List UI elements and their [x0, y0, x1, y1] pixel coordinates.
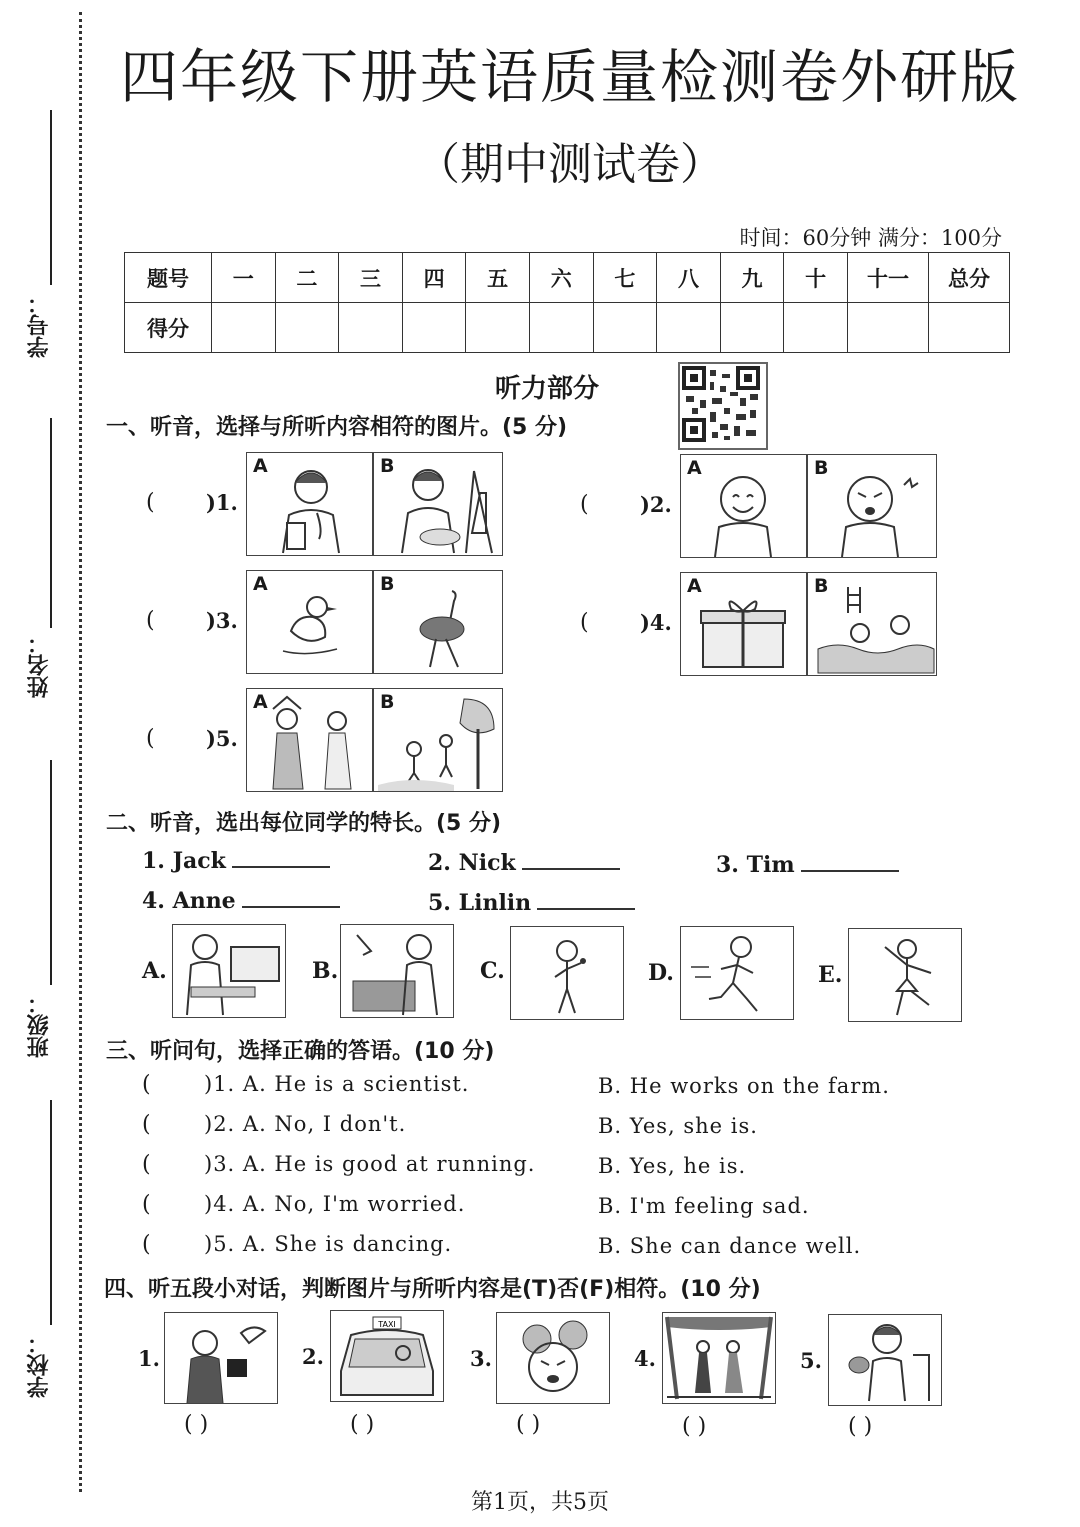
- score-row-label: 得分: [125, 303, 212, 353]
- option-picture-b[interactable]: [373, 688, 503, 792]
- option-b-text: B. Yes, she is.: [598, 1114, 758, 1138]
- qr-code-icon[interactable]: [678, 362, 768, 450]
- section4-title: 四、听五段小对话，判断图片与所听内容是(T)否(F)相符。(10 分): [104, 1277, 761, 1302]
- option-letter: A: [253, 573, 268, 595]
- tf-question-number: 3.: [470, 1346, 492, 1371]
- tf-picture-5[interactable]: [828, 1314, 942, 1406]
- tf-answer-paren[interactable]: ( ): [848, 1414, 873, 1439]
- option-a-text: )1. A. He is a scientist.: [204, 1072, 470, 1096]
- option-picture-a[interactable]: [680, 454, 807, 558]
- student-name: 3. Tim: [716, 852, 795, 878]
- section3-title: 三、听问句，选择正确的答语。(10 分): [106, 1039, 495, 1064]
- student-id-line[interactable]: [50, 110, 52, 285]
- answer-blank[interactable]: [232, 846, 330, 868]
- skill-option-label: E.: [818, 962, 843, 988]
- taxi-sign-text: TAXI: [378, 1320, 396, 1329]
- option-b-text: B. I'm feeling sad.: [598, 1194, 810, 1218]
- student-item: [428, 888, 635, 916]
- score-input-cell[interactable]: [593, 303, 657, 353]
- school-line[interactable]: [50, 1100, 52, 1325]
- student-item: [142, 846, 330, 874]
- question-number: )5.: [206, 726, 238, 751]
- score-header-cell: 九: [720, 253, 784, 303]
- singing-icon: [511, 927, 623, 1019]
- listening-section-title: 听力部分: [495, 374, 600, 404]
- answer-paren-open[interactable]: (: [142, 1072, 151, 1097]
- option-letter: A: [687, 457, 702, 479]
- dancing-icon: [849, 929, 961, 1021]
- class-line[interactable]: [50, 760, 52, 985]
- option-picture-a[interactable]: [246, 570, 373, 674]
- question-number: )4.: [640, 610, 672, 635]
- stage-play-icon: [663, 1313, 775, 1403]
- option-letter: A: [687, 575, 702, 597]
- score-input-cell[interactable]: [848, 303, 929, 353]
- score-header-cell: 三: [339, 253, 403, 303]
- score-table-score-row: [125, 303, 1010, 353]
- score-header-cell: 五: [466, 253, 530, 303]
- drawing-icon: [341, 925, 453, 1017]
- option-a-text: )2. A. No, I don't.: [204, 1112, 407, 1136]
- question-number: )1.: [206, 490, 238, 515]
- tf-picture-2[interactable]: [330, 1310, 444, 1402]
- option-letter: B: [380, 573, 395, 595]
- student-name: 1. Jack: [142, 848, 226, 874]
- skill-picture-b[interactable]: [340, 924, 454, 1018]
- skill-picture-c[interactable]: [510, 926, 624, 1020]
- school-label: 学校：: [27, 1332, 52, 1398]
- score-header-cell: 二: [275, 253, 339, 303]
- score-input-cell[interactable]: [212, 303, 276, 353]
- skill-picture-e[interactable]: [848, 928, 962, 1022]
- sick-girl-icon: [497, 1313, 609, 1403]
- tf-answer-paren[interactable]: ( ): [350, 1412, 375, 1437]
- option-letter: A: [253, 455, 268, 477]
- score-input-cell[interactable]: [529, 303, 593, 353]
- score-input-cell[interactable]: [720, 303, 784, 353]
- option-letter: B: [814, 457, 829, 479]
- answer-blank[interactable]: [242, 886, 340, 908]
- student-item: [716, 850, 899, 878]
- page-footer: 第1页，共5页: [471, 1490, 609, 1515]
- tf-picture-4[interactable]: [662, 1312, 776, 1404]
- option-a-text: )4. A. No, I'm worried.: [204, 1192, 466, 1216]
- page-subtitle: （期中测试卷）: [416, 139, 724, 190]
- answer-paren-open[interactable]: (: [580, 610, 589, 635]
- page-title: 四年级下册英语质量检测卷外研版: [120, 43, 1021, 111]
- student-name: 4. Anne: [142, 888, 236, 914]
- skill-picture-d[interactable]: [680, 926, 794, 1020]
- skill-option-label: B.: [312, 958, 339, 984]
- student-name: 5. Linlin: [428, 890, 532, 916]
- score-header-cell: 六: [529, 253, 593, 303]
- option-letter: B: [814, 575, 829, 597]
- skill-option-label: D.: [648, 960, 674, 986]
- section2-title: 二、听音，选出每位同学的特长。(5 分): [106, 811, 502, 836]
- answer-paren-open[interactable]: (: [142, 1192, 151, 1217]
- tf-question-number: 1.: [138, 1346, 160, 1371]
- tf-answer-paren[interactable]: ( ): [184, 1412, 209, 1437]
- score-header-cell: 十: [784, 253, 848, 303]
- skill-option-label: A.: [142, 958, 167, 984]
- option-picture-a[interactable]: [246, 688, 373, 792]
- score-header-cell: 总分: [929, 253, 1010, 303]
- score-input-cell[interactable]: [339, 303, 403, 353]
- option-a-text: )3. A. He is good at running.: [204, 1152, 536, 1176]
- section1-title: 一、听音，选择与所听内容相符的图片。(5 分): [106, 415, 568, 440]
- score-header-cell: 八: [657, 253, 721, 303]
- score-input-cell[interactable]: [929, 303, 1010, 353]
- option-a-text: )5. A. She is dancing.: [204, 1232, 453, 1256]
- answer-blank[interactable]: [522, 848, 620, 870]
- tf-picture-1[interactable]: [164, 1312, 278, 1404]
- question-number: )3.: [206, 608, 238, 633]
- exam-meta: 时间：60分钟 满分：100分: [739, 226, 1002, 250]
- score-input-cell[interactable]: [275, 303, 339, 353]
- class-label: 班级：: [27, 992, 52, 1058]
- option-b-text: B. He works on the farm.: [598, 1074, 890, 1098]
- answer-paren-open[interactable]: (: [146, 726, 155, 751]
- magician-icon: [165, 1313, 277, 1403]
- option-picture-b[interactable]: [373, 452, 503, 556]
- score-header-cell: 七: [593, 253, 657, 303]
- score-table-header-row: [125, 253, 1010, 303]
- name-line[interactable]: [50, 418, 52, 628]
- binding-dotted-line: [79, 12, 82, 1492]
- option-picture-a[interactable]: [246, 452, 373, 556]
- tf-question-number: 4.: [634, 1346, 656, 1371]
- score-input-cell[interactable]: [402, 303, 466, 353]
- score-input-cell[interactable]: [657, 303, 721, 353]
- question-number: )2.: [640, 492, 672, 517]
- tf-picture-3[interactable]: [496, 1312, 610, 1404]
- answer-paren-open[interactable]: (: [142, 1112, 151, 1137]
- option-b-text: B. She can dance well.: [598, 1234, 862, 1258]
- student-name: 2. Nick: [428, 850, 516, 876]
- student-item: [142, 886, 340, 914]
- score-input-cell[interactable]: [784, 303, 848, 353]
- score-input-cell[interactable]: [466, 303, 530, 353]
- option-letter: B: [380, 691, 395, 713]
- option-b-text: B. Yes, he is.: [598, 1154, 747, 1178]
- tf-question-number: 5.: [800, 1348, 822, 1373]
- running-icon: [681, 927, 793, 1019]
- answer-paren-open[interactable]: (: [146, 490, 155, 515]
- name-label: 姓名：: [27, 632, 52, 698]
- score-header-cell: 四: [402, 253, 466, 303]
- answer-paren-open[interactable]: (: [142, 1152, 151, 1177]
- score-header-cell: 十一: [848, 253, 929, 303]
- tf-question-number: 2.: [302, 1344, 324, 1369]
- skill-option-label: C.: [480, 958, 505, 984]
- cooking-icon: [173, 925, 285, 1017]
- girl-with-fan-icon: [829, 1315, 941, 1405]
- score-header-cell: 题号: [125, 253, 212, 303]
- option-picture-b[interactable]: [807, 454, 937, 558]
- tf-answer-paren[interactable]: ( ): [682, 1414, 707, 1439]
- tf-answer-paren[interactable]: ( ): [516, 1412, 541, 1437]
- option-picture-a[interactable]: [680, 572, 807, 676]
- answer-blank[interactable]: [801, 850, 899, 872]
- answer-paren-open[interactable]: (: [142, 1232, 151, 1257]
- skill-picture-a[interactable]: [172, 924, 286, 1018]
- student-item: [428, 848, 620, 876]
- answer-blank[interactable]: [537, 888, 635, 910]
- answer-paren-open[interactable]: (: [146, 608, 155, 633]
- score-table: [124, 252, 1010, 353]
- taxi-icon: [331, 1311, 443, 1401]
- answer-paren-open[interactable]: (: [580, 492, 589, 517]
- option-picture-b[interactable]: [807, 572, 937, 676]
- student-id-label: 学号：: [27, 292, 52, 358]
- option-picture-b[interactable]: [373, 570, 503, 674]
- score-header-cell: 一: [212, 253, 276, 303]
- option-letter: A: [253, 691, 268, 713]
- option-letter: B: [380, 455, 395, 477]
